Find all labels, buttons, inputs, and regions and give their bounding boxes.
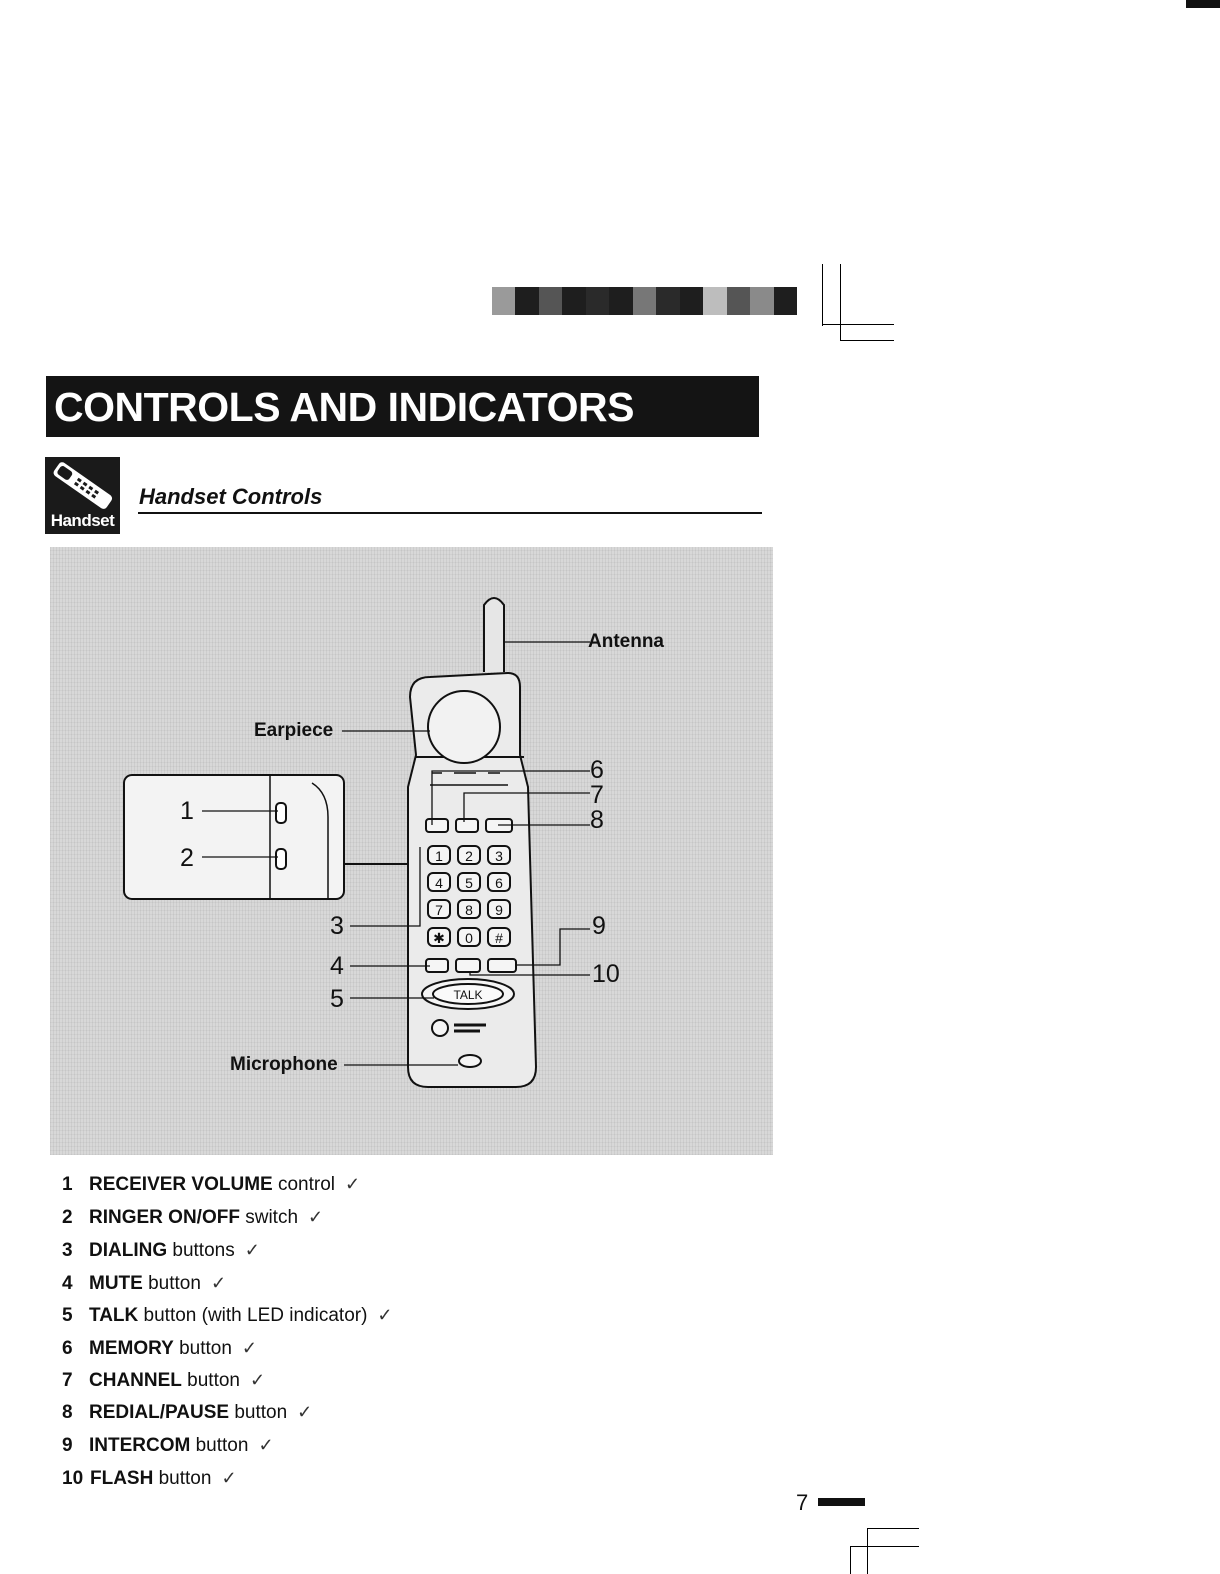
crop-mark (867, 1528, 919, 1529)
list-item: 8 REDIAL/PAUSE button ✓ (62, 1402, 313, 1423)
check-mark-icon: ✓ (244, 1240, 260, 1260)
handset-icon (45, 457, 120, 513)
callout-7: 7 (590, 781, 604, 809)
list-item: 6 MEMORY button ✓ (62, 1338, 257, 1359)
list-item: 4 MUTE button ✓ (62, 1273, 227, 1294)
crop-mark (850, 1546, 919, 1547)
key-3: 3 (495, 848, 503, 864)
key-0: 0 (465, 930, 473, 946)
label-earpiece: Earpiece (254, 720, 334, 741)
handset-badge (45, 457, 120, 534)
check-mark-icon: ✓ (308, 1207, 324, 1227)
talk-key-label: TALK (453, 988, 483, 1002)
crop-mark (850, 1546, 851, 1574)
key-7: 7 (435, 902, 443, 918)
list-item: 9 INTERCOM button ✓ (62, 1435, 274, 1456)
label-antenna: Antenna (588, 631, 664, 652)
handset-badge-label: Handset (50, 511, 115, 530)
subtitle-underline (138, 512, 762, 514)
crop-mark (840, 340, 894, 341)
list-item: 2 RINGER ON/OFF switch ✓ (62, 1207, 324, 1228)
callout-2: 2 (180, 844, 194, 872)
handset-illustration (50, 547, 773, 1155)
callout-6: 6 (590, 756, 604, 784)
list-item: 5 TALK button (with LED indicator) ✓ (62, 1305, 393, 1326)
key-4: 4 (435, 875, 443, 891)
check-mark-icon: ✓ (297, 1402, 313, 1422)
check-mark-icon: ✓ (241, 1338, 257, 1358)
crop-mark (867, 1528, 868, 1574)
key-2: 2 (465, 848, 473, 864)
color-registration-bar (492, 287, 797, 315)
crop-mark (822, 324, 894, 325)
key-5: 5 (465, 875, 473, 891)
check-mark-icon: ✓ (250, 1370, 266, 1390)
antenna-shape (484, 598, 504, 672)
key-8: 8 (465, 902, 473, 918)
callout-5: 5 (330, 985, 344, 1013)
corner-mark (1186, 0, 1220, 8)
key-star: ✱ (433, 930, 445, 946)
page-title: CONTROLS AND INDICATORS (54, 384, 634, 430)
crop-mark (822, 264, 823, 326)
key-1: 1 (435, 848, 443, 864)
page-number: 7 (796, 1490, 809, 1515)
list-item: 1 RECEIVER VOLUME control ✓ (62, 1174, 361, 1195)
check-mark-icon: ✓ (210, 1273, 227, 1293)
list-item: 3 DIALING buttons ✓ (62, 1240, 260, 1261)
callout-3: 3 (330, 912, 344, 940)
callout-4: 4 (330, 952, 344, 980)
check-mark-icon: ✓ (221, 1468, 237, 1488)
callout-8: 8 (590, 806, 604, 834)
handset-diagram (50, 547, 773, 1155)
page-number-bar (818, 1498, 865, 1506)
callout-10: 10 (592, 960, 620, 988)
key-9: 9 (495, 902, 503, 918)
list-item: 10 FLASH button ✓ (62, 1468, 237, 1489)
check-mark-icon: ✓ (377, 1305, 393, 1325)
earpiece-shape (428, 691, 500, 763)
key-hash: # (495, 930, 503, 946)
label-microphone: Microphone (230, 1054, 338, 1075)
section-subtitle: Handset Controls (139, 484, 323, 509)
check-mark-icon: ✓ (258, 1435, 274, 1455)
crop-mark (840, 264, 841, 340)
list-item: 7 CHANNEL button ✓ (62, 1370, 266, 1391)
callout-1: 1 (180, 797, 194, 825)
check-mark-icon: ✓ (345, 1174, 361, 1194)
page-title-bar (46, 376, 759, 437)
callout-9: 9 (592, 912, 606, 940)
key-6: 6 (495, 875, 503, 891)
